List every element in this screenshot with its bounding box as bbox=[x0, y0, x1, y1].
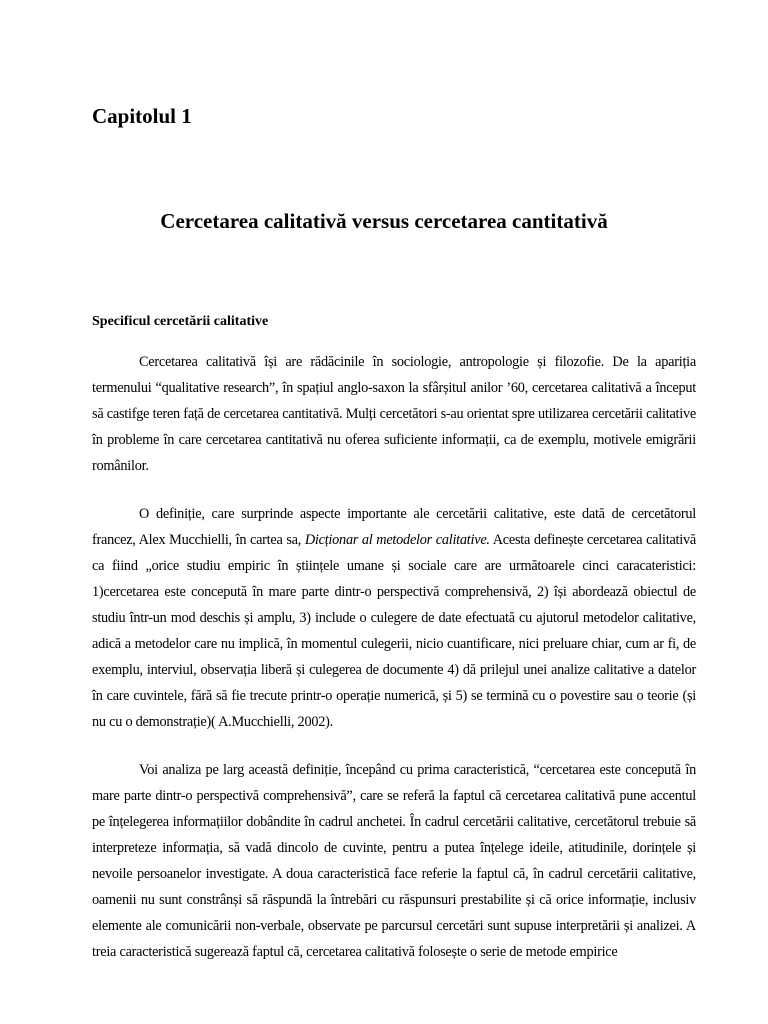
chapter-title: Cercetarea calitativă versus cercetarea cantitativă bbox=[160, 209, 608, 233]
chapter-heading: Capitolul 1 bbox=[92, 104, 192, 128]
paragraph-2-text-end: Acesta definește cercetarea calitativă ca fiind „orice studiu empiric în științele umane și sociale care are următoarele cinci caracateristici: 1)cercetarea este concepută în mare parte dintr-o perspectivă comprehensivă, 2) își abordează obiectul de studiu într-un mod deschis și amplu, 3) include o culegere de date efectuată cu ajutorul metodelor calitative, adică a metodelor care nu implică, în momentul culegerii, nicio cuantificare, nici preluare chiar, cum ar fi, de exemplu, interviul, observația liberă și culegerea de documente 4) dă prilejul unei analize calitative a datelor în care cuvintele, fără să fie trecute printr-o operație numerică, și 5) se termină cu o povestire sau o teorie (și nu cu o demonstrație)( A.Mucchielli, 2002). bbox=[92, 532, 696, 730]
section-heading: Specificul cercetării calitative bbox=[92, 314, 269, 329]
document-body bbox=[92, 349, 696, 987]
paragraph-1: Cercetarea calitativă își are rădăcinile în sociologie, antropologie și filozofie. De la apariția termenului “qualitative research”, în spațiul anglo-saxon la sfârșitul anilor ’60, cercetarea calitativă a început să castifge teren față de cercetarea cantitativă. Mulți cercetători s-au orientat spre utilizarea cercetării calitative în probleme în care cercetarea cantitativă nu oferea suficiente informații, ca de exemplu, motivele emigrării românilor. bbox=[92, 354, 696, 474]
paragraph-3: Voi analiza pe larg această definiție, începând cu prima caracteristică, “cercetarea este concepută în mare parte dintr-o perspectivă comprehensivă”, care se referă la faptul că cercetarea calitativă pune accentul pe înțelegerea informațiilor dobândite în cadrul anchetei. În cadrul cercetării calitative, cercetătorul trebuie să interpreteze informația, să vadă dincolo de cuvinte, pentru a putea înțelege ideile, atitudinile, dorințele și nevoile persoanelor investigate. A doua caracteristică face referie la faptul că, în cadrul cercetării calitative, oamenii nu sunt constrânși să răspundă la întrebări cu răspunsuri prestabilite și că orice informație, inclusiv elemente ale comunicării non-verbale, observate pe parcursul cercetări sunt supuse interpretării și analizei. A treia caracteristică sugerează faptul că, cercetarea calitativă folosește o serie de metode empirice bbox=[92, 762, 696, 960]
book-title: Dicționar al metodelor calitative. bbox=[304, 532, 490, 548]
paragraph-2 bbox=[92, 501, 696, 735]
paragraph-2-text-start: O definiție, care surprinde aspecte importante ale cercetării calitative, este dată de cercetătorul francez, Alex Mucchielli, în cartea sa, bbox=[92, 506, 696, 548]
